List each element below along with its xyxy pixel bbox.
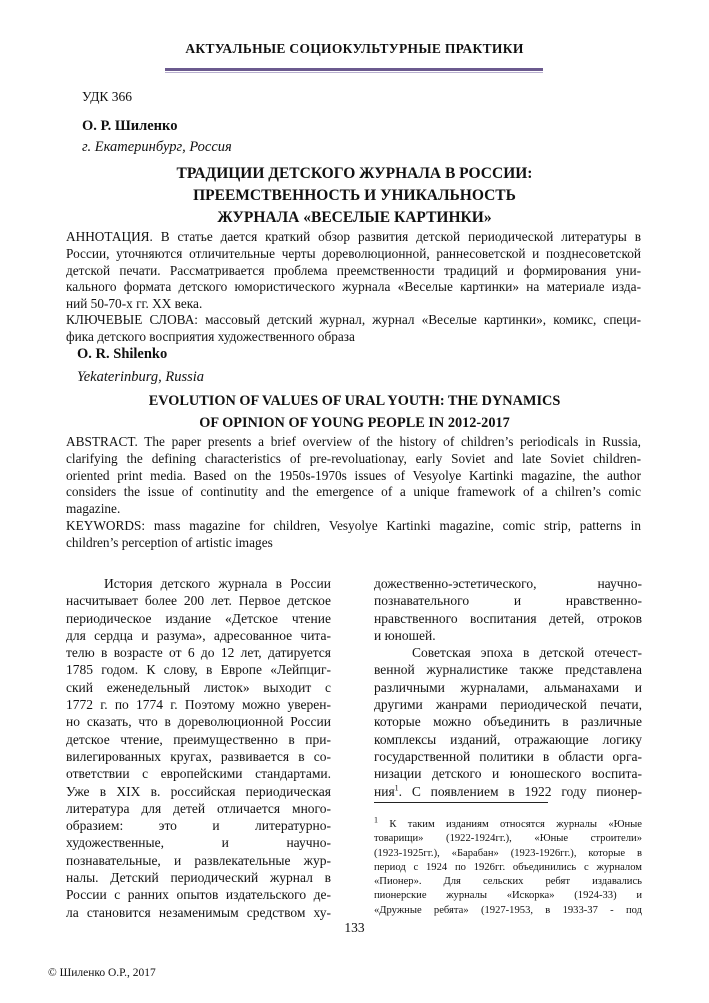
- paragraph-line: телю в возрасте от 6 до 12 лет, датируется: [66, 645, 331, 661]
- footnote-line: [374, 815, 642, 832]
- city-ru: г. Екатеринбург, Россия: [82, 139, 232, 155]
- paragraph-line: и юношей.: [374, 627, 436, 643]
- keywords-ru-line: фика детского восприятия художественного образа: [66, 328, 355, 344]
- footnote-line: «Пионер». Для сельских ребят издавались: [374, 876, 642, 888]
- text-run: ния: [374, 783, 395, 799]
- title-ru-line: ЖУРНАЛА «ВЕСЕЛЫЕ КАРТИНКИ»: [217, 209, 492, 226]
- keywords-en: [66, 518, 641, 552]
- paragraph-line: но сказать, что в дореволюционной России: [66, 714, 331, 730]
- paragraph-line: Советская эпоха в детской отечест-: [412, 645, 642, 661]
- paragraph-line: для сердца и разума», адресованное чита-: [66, 627, 331, 643]
- abstract-en-line: ABSTRACT. The paper presents a brief overview of the history of children’s periodicals in Russia,: [66, 434, 641, 449]
- paragraph-line: России с ранних опытов издательского де-: [66, 887, 331, 903]
- paragraph-line: низации детского и юношеского воспита-: [374, 766, 642, 782]
- running-header: АКТУАЛЬНЫЕ СОЦИОКУЛЬТУРНЫЕ ПРАКТИКИ: [185, 41, 524, 56]
- abstract-en-line: considers the issue of continutity and the emergence of a unique framework of a chilren’s comic: [66, 484, 641, 500]
- paragraph-line: художественные, и научно-: [66, 835, 331, 851]
- title-ru: [0, 163, 709, 229]
- keywords-en-line: KEYWORDS: mass magazine for children, Vesyolye Kartinki magazine, comic strip, patterns in: [66, 518, 641, 533]
- paragraph-line: различными журналами, альманахами и: [374, 679, 642, 695]
- paragraph-line: вилегированных кругах, развивается в со-: [66, 748, 331, 764]
- body-column-right: [374, 575, 642, 800]
- footnote-line: период с 1924 по 1926гг. объединились с журналом: [374, 861, 642, 873]
- title-ru-line: ПРЕЕМСТВЕННОСТЬ И УНИКАЛЬНОСТЬ: [193, 187, 516, 204]
- paragraph-line: 1785 годом. К слову, в Европе «Лейпциг-: [66, 662, 331, 678]
- udk-code: УДК 366: [82, 89, 133, 104]
- paragraph-line: венной журналистике также представлена: [374, 662, 642, 678]
- copyright: © Шиленко О.Р., 2017: [48, 967, 156, 979]
- paragraph-line: насчитывает более 200 лет. Первое детское: [66, 593, 331, 609]
- paragraph-line: которые можно объединить в различные: [374, 714, 642, 730]
- paragraph-line: ла становится незаменимым средством ху-: [66, 904, 331, 920]
- header-rule-thin: [165, 72, 543, 73]
- paragraph-line: налы. Детский периодический журнал в: [66, 870, 331, 886]
- footnote-marker: 1: [374, 815, 378, 825]
- abstract-ru-line: кального формата детского юмористического журнала «Веселые картинки» на материале изда-: [66, 279, 641, 295]
- abstract-ru-line: ний 50-70-х гг. XX века.: [66, 296, 203, 312]
- footnote-line: (1923-1925гг.), «Барабан» (1923-1926гг.), которые в: [374, 847, 642, 859]
- body-column-left: [66, 575, 331, 921]
- paragraph-line: [374, 783, 642, 800]
- paragraph-line: История детского журнала в России: [104, 576, 331, 591]
- keywords-en-line: children’s perception of artistic images: [66, 534, 273, 550]
- header-rule: [165, 68, 543, 71]
- city-en: Yekaterinburg, Russia: [77, 369, 205, 385]
- footnote: [374, 815, 642, 918]
- text-run: К таким изданиям относятся журналы «Юные: [378, 819, 642, 830]
- footnote-line: товарищи» (1922-1924гг.), «Юные строители»: [374, 833, 642, 845]
- abstract-en: [66, 434, 641, 518]
- footnote-line: пионерские журналы «Искорка» (1924-33) и: [374, 890, 642, 902]
- paragraph-line: литература для детей отличается много-: [66, 800, 331, 816]
- footnote-ref: 1: [394, 783, 399, 793]
- abstract-en-line: clarifying the defining characteristics of pre-revoluationay, early Soviet and late Soviet children-: [66, 450, 641, 466]
- paragraph-line: ский еженедельный листок» выходит с: [66, 679, 331, 695]
- paragraph-line: образием: это и литературно-: [66, 818, 331, 834]
- abstract-ru: [66, 229, 641, 313]
- footnote-rule: [374, 802, 548, 803]
- paragraph-line: ответствии с европейскими стандартами.: [66, 766, 331, 782]
- author-en: O. R. Shilenko: [77, 346, 168, 362]
- paragraph-line: государственной политики в области орга-: [374, 748, 642, 764]
- paragraph-line: периодическое издание «Детское чтение: [66, 610, 331, 626]
- page-number: 133: [344, 920, 365, 935]
- paragraph-line: дожественно-эстетического, научно-: [374, 576, 642, 591]
- footnote-line: «Дружные ребята» (1927-1953, в 1933-37 - под: [374, 904, 642, 916]
- author-ru: О. Р. Шиленко: [82, 118, 178, 134]
- paragraph-line: комплексы изданий, отражающие логику: [374, 731, 642, 747]
- paragraph-line: другими жанрами периодической печати,: [374, 697, 642, 713]
- title-en-line: EVOLUTION OF VALUES OF URAL YOUTH: THE DYNAMICS: [148, 393, 561, 409]
- abstract-en-line: oriented print media. Based on the 1950s-1970s issues of Vesyolye Kartinki magazine, the author: [66, 467, 641, 483]
- paragraph-line: познавательного и нравственно-: [374, 593, 642, 609]
- paragraph-line: познавательные, и развлекательные жур-: [66, 852, 331, 868]
- abstract-ru-line: АННОТАЦИЯ. В статье дается краткий обзор развития детской периодической литературы в: [66, 229, 641, 244]
- title-en: [0, 390, 709, 434]
- title-ru-line: ТРАДИЦИИ ДЕТСКОГО ЖУРНАЛА В РОССИИ:: [176, 165, 533, 182]
- text-run: . С появлением в 1922 году пионер-: [398, 783, 642, 799]
- paragraph-line: детское чтение, преимущественно в при-: [66, 731, 331, 747]
- keywords-ru: [66, 312, 641, 346]
- keywords-ru-line: КЛЮЧЕВЫЕ СЛОВА: массовый детский журнал, журнал «Веселые картинки», комикс, специ-: [66, 312, 641, 327]
- abstract-ru-line: России, уточняются отличительные черты дореволюционной, раннесоветской и позднесоветской: [66, 245, 641, 261]
- abstract-ru-line: детской печати. Рассматривается проблема преемственности традиций и формирования уни-: [66, 262, 641, 278]
- paragraph-line: нравственного воспитания детей, отроков: [374, 610, 642, 626]
- paragraph-line: Уже в XIX в. российская периодическая: [66, 783, 331, 799]
- paragraph-line: 1772 г. по 1774 г. Поэтому можно уверен-: [66, 697, 331, 713]
- title-en-line: OF OPINION OF YOUNG PEOPLE IN 2012-2017: [199, 415, 510, 431]
- abstract-en-line: magazine.: [66, 501, 121, 517]
